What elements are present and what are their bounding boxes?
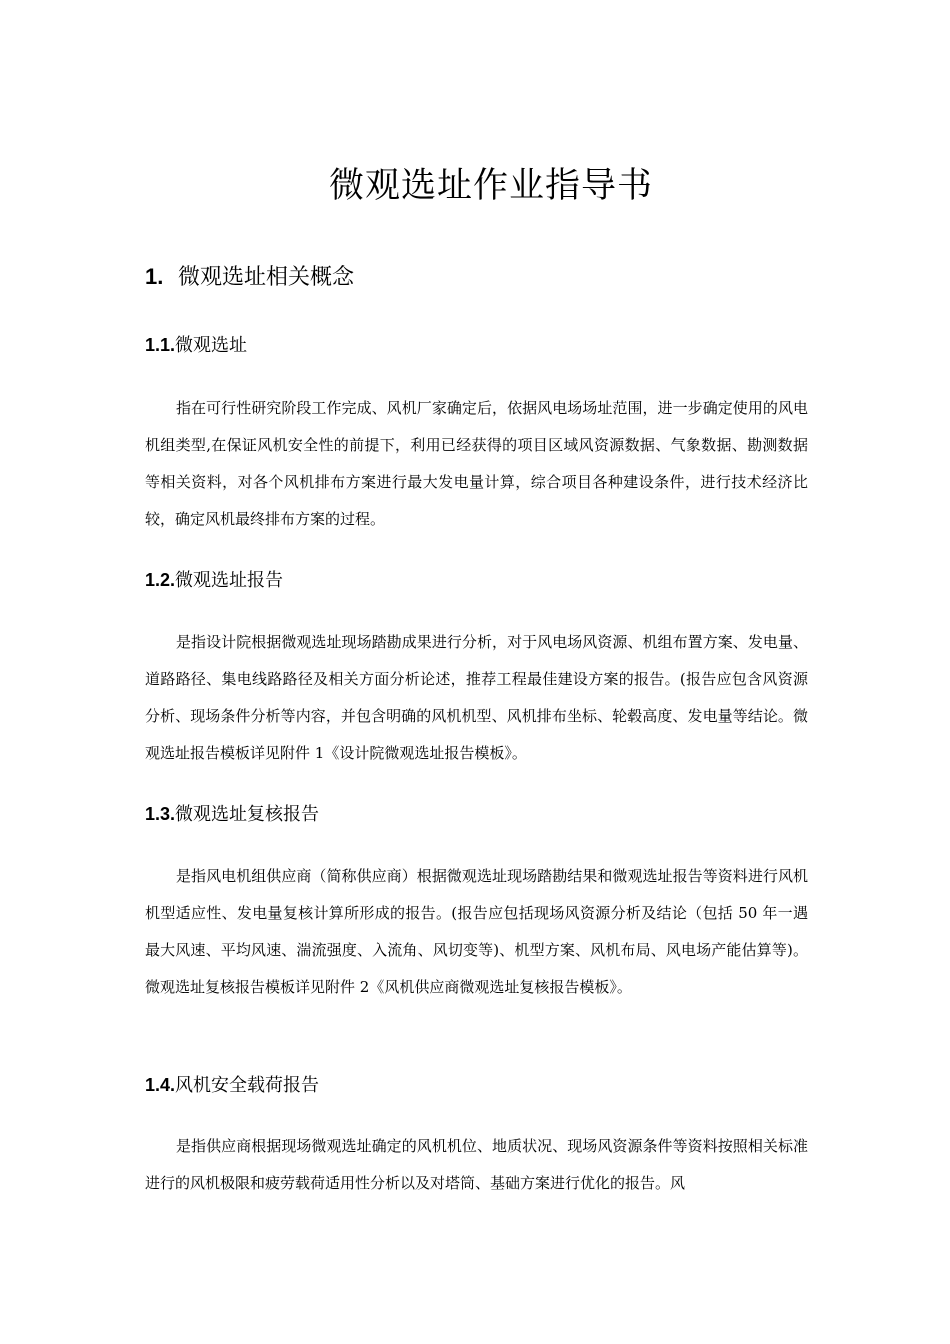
subsection-heading-1-2 [145,566,283,592]
subsection-title: 风机安全载荷报告 [175,1075,320,1096]
document-title: 微观选址作业指导书 [328,166,653,206]
section-number: 1. [145,264,164,289]
subsection-heading-1-4 [145,1071,319,1097]
subsection-number: 1.3. [145,804,176,824]
subsection-title: 微观选址报告 [175,570,284,591]
section-title: 微观选址相关概念 [178,265,355,290]
subsection-title: 微观选址复核报告 [175,804,320,825]
paragraph-1-3: 是指风电机组供应商（简称供应商）根据微观选址现场踏勘结果和微观选址报告等资料进行风机机型适应性、发电量复核计算所形成的报告。(报告应包括现场风资源分析及结论（包括 50 年一遇最大风速、平均风速、湍流强度、入流角、风切变等)、机型方案、风机布局、风电场产能估算等)。微观选址复核报告模板详见附件 2《风机供应商微观选址复核报告模板》。 [145,867,808,996]
paragraph-1-4: 是指供应商根据现场微观选址确定的风机机位、地质状况、现场风资源条件等资料按照相关标准进行的风机极限和疲劳载荷适用性分析以及对塔筒、基础方案进行优化的报告。风 [145,1137,808,1192]
subsection-heading-1-3 [145,800,319,826]
subsection-number: 1.4. [145,1075,176,1095]
subsection-number: 1.1. [145,335,176,355]
subsection-heading-1-1 [145,331,247,357]
paragraph-1-2: 是指设计院根据微观选址现场踏勘成果进行分析，对于风电场风资源、机组布置方案、发电量、道路路径、集电线路路径及相关方面分析论述，推荐工程最佳建设方案的报告。(报告应包含风资源分析、现场条件分析等内容，并包含明确的风机机型、风机排布坐标、轮毂高度、发电量等结论。微观选址报告模板详见附件 1《设计院微观选址报告模板》。 [145,633,808,762]
paragraph-1-1: 指在可行性研究阶段工作完成、风机厂家确定后，依据风电场场址范围，进一步确定使用的风电机组类型,在保证风机安全性的前提下，利用已经获得的项目区域风资源数据、气象数据、勘测数据等相关资料，对各个风机排布方案进行最大发电量计算，综合项目各种建设条件，进行技术经济比较，确定风机最终排布方案的过程。 [145,399,808,528]
section-heading-1 [145,260,354,291]
subsection-number: 1.2. [145,570,176,590]
subsection-title: 微观选址 [175,335,248,356]
